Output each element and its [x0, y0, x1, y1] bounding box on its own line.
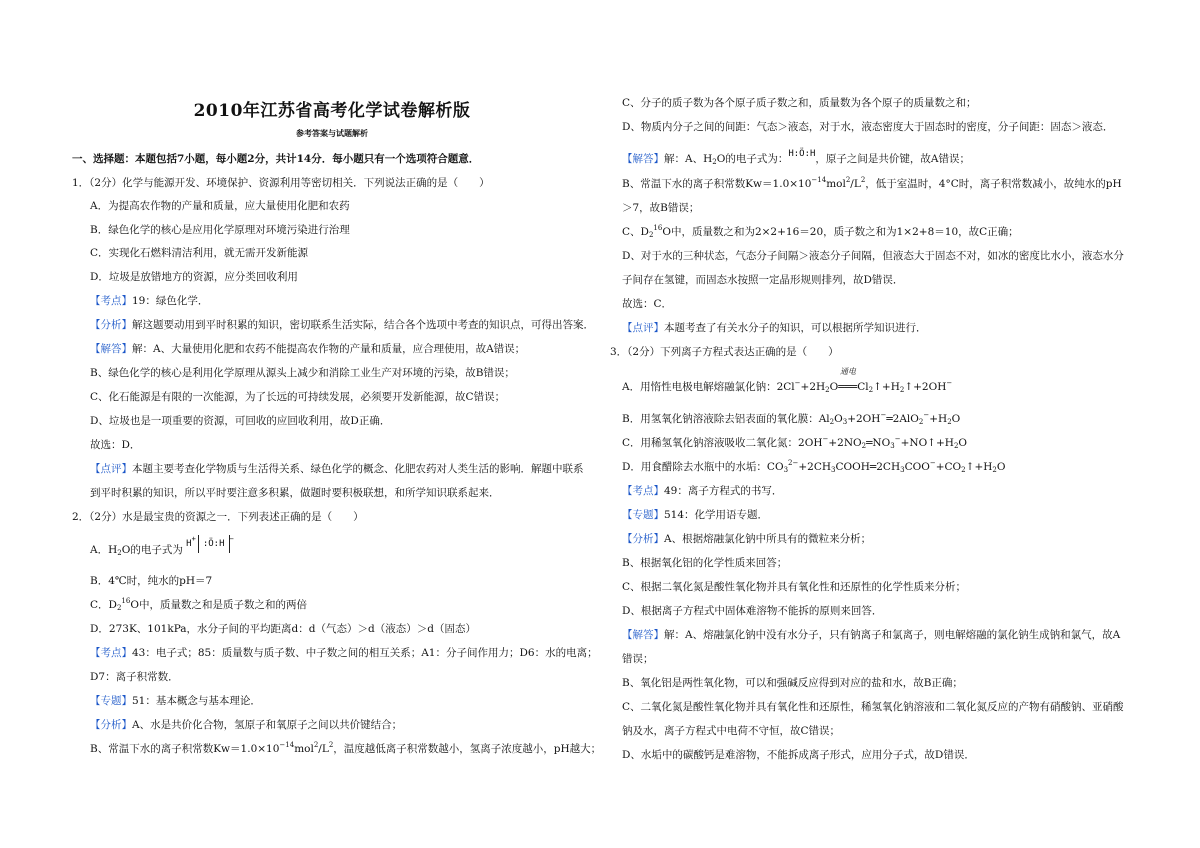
q1-kaodian-tag: 【考点】	[90, 295, 132, 307]
q2-option-b: B．4℃时，纯水的pH＝7	[90, 575, 213, 587]
q2-fenxi: 【分析】A、水是共价化合物，氢原子和氧原子之间以共价键结合；	[90, 719, 403, 731]
q2-zhuanti: 【专题】51：基本概念与基本理论．	[90, 695, 261, 707]
section-heading: 一、选择题：本题包括7小题，每小题2分，共计14分．每小题只有一个选项符合题意．	[72, 153, 480, 165]
q2-jieda-d: D、对于水的三种状态，气态分子间隔＞液态分子间隔，但液态大于固态不对，如冰的密度比水小，液态水分	[622, 250, 1124, 262]
q3-fenxi-d: D、根据离子方程式中固体难溶物不能拆的原则来回答．	[622, 605, 883, 617]
q3-option-a: A．用惰性电极电解熔融氯化钠：$2Cl^-+2H_2O═══Cl_2↑+H_2↑+2OH^-$	[622, 379, 953, 394]
document-subtitle: 参考答案与试题解析	[296, 128, 368, 138]
q2-option-a: A．$H_2O$的电子式为 H+ :Ö:H −	[90, 535, 234, 557]
q1-jieda-c: C、化石能源是有限的一次能源，为了长远的可持续发展，必须要开发新能源，故C错误；	[90, 391, 506, 403]
q2-jieda-c: C、$D_2^{16}O$中，质量数之和为2×2+16＝20，质子数之和为1×2+8＝10，故C正确；	[622, 224, 1019, 239]
q2-dianping-tag: 【点评】	[622, 322, 664, 334]
q1-dianping-2: 到平时积累的知识，所以平时要注意多积累，做题时要积极联想，和所学知识联系起来．	[90, 487, 500, 499]
q2-option-d: D．273K、101kPa，水分子间的平均距离d：d（气态）＞d（液态）＞d（固态）	[90, 623, 476, 635]
q3-zhuanti: 【专题】514：化学用语专题．	[622, 509, 769, 521]
q1-kaodian: 【考点】19：绿色化学．	[90, 295, 209, 307]
q1-option-c: C．实现化石燃料清洁利用，就无需开发新能源	[90, 247, 309, 259]
q3-jieda-2: 错误；	[622, 653, 654, 665]
q1-fenxi-tag: 【分析】	[90, 319, 132, 331]
q3-jieda-b: B、氧化铝是两性氧化物，可以和强碱反应得到对应的盐和水，故B正确；	[622, 677, 963, 689]
q2-fenxi-d: D、物质内分子之间的间距：气态＞液态，对于水，液态密度大于固态时的密度，分子间距：固态＞液态．	[622, 121, 1114, 133]
q1-dianping: 【点评】本题主要考查化学物质与生活得关系、绿色化学的概念、化肥农药对人类生活的影响．解题中联系	[90, 463, 584, 475]
q3-fenxi: 【分析】A、根据熔融氯化钠中所具有的微粒来分析；	[622, 533, 872, 545]
q2-dianping: 【点评】本题考查了有关水分子的知识，可以根据所学知识进行．	[622, 322, 927, 334]
q2-fenxi-b: B、常温下水的离子积常数$Kw=1.0\times 10^{-14}mol^2/L^2$，温度越低离子积常数越小，氢离子浓度越小，pH越大；	[90, 741, 602, 755]
q1-fenxi: 【分析】解这题要动用到平时积累的知识，密切联系生活实际，结合各个选项中考查的知识点，可得出答案．	[90, 319, 594, 331]
q3-kaodian: 【考点】49：离子方程式的书写．	[622, 485, 783, 497]
q3-jieda-c-2: 钠及水，离子方程式中电荷不守恒，故C错误；	[622, 725, 841, 737]
q1-option-d: D．垃圾是放错地方的资源，应分类回收利用	[90, 271, 298, 283]
q2-jieda-b-2: ＞7，故B错误；	[622, 202, 700, 214]
q2-jieda-tag: 【解答】	[622, 153, 664, 165]
q3-stem: 3．（2分）下列离子方程式表达正确的是（ ）	[610, 346, 839, 358]
q3-fenxi-tag: 【分析】	[622, 533, 664, 545]
q2-fenxi-c: C、分子的质子数为各个原子质子数之和，质量数为各个原子的质量数之和；	[622, 97, 977, 109]
q2-zhuanti-tag: 【专题】	[90, 695, 132, 707]
q2-kaodian-tag: 【考点】	[90, 647, 132, 659]
q2-jieda: 【解答】解：A、$H_2O$的电子式为：H:Ö:H，原子之间是共价键，故A错误；	[622, 149, 971, 166]
q1-stem: 1．（2分）化学与能源开发、环境保护、资源利用等密切相关．下列说法正确的是（ ）	[72, 177, 490, 189]
q2-jieda-d-2: 子间存在氢键，而固态水按照一定晶形规则排列，故D错误．	[622, 274, 904, 286]
q1-dianping-tag: 【点评】	[90, 463, 132, 475]
q2-answer: 故选：C．	[622, 298, 673, 310]
q3-zhuanti-tag: 【专题】	[622, 509, 664, 521]
q3-option-d: D．用食醋除去水瓶中的水垢：$CO_3^{2-}+2CH_3COOH═2CH_3COO^-+CO_2↑+H_2O$	[622, 459, 1006, 474]
q3-jieda-d: D、水垢中的碳酸钙是难溶物，不能拆成离子形式，应用分子式，故D错误．	[622, 749, 975, 761]
q3-option-b: B．用氢氧化钠溶液除去铝表面的氧化膜：$Al_2O_3+2OH^-═2AlO_2^-+H_2O$	[622, 411, 961, 426]
q3-kaodian-tag: 【考点】	[622, 485, 664, 497]
hydronium-electron-formula: H+ :Ö:H −	[186, 535, 234, 553]
q1-jieda-d: D、垃圾也是一项重要的资源，可回收的应回收利用，故D正确．	[90, 415, 391, 427]
q1-answer: 故选：D．	[90, 439, 141, 451]
q1-option-b: B．绿色化学的核心是应用化学原理对环境污染进行治理	[90, 224, 350, 236]
q3-jieda-c: C、二氧化氮是酸性氧化物并具有氧化性和还原性，稀氢氧化钠溶液和二氧化氮反应的产物有硝酸钠、亚硝酸	[622, 701, 1124, 713]
q3-fenxi-b: B、根据氧化铝的化学性质来回答；	[622, 557, 788, 569]
q2-kaodian-2: D7：离子积常数．	[90, 671, 179, 683]
water-electron-formula: H:Ö:H	[788, 149, 816, 159]
document-title: 2010年江苏省高考化学试卷解析版	[193, 101, 471, 121]
q3-jieda-tag: 【解答】	[622, 629, 664, 641]
q2-kaodian: 【考点】43：电子式；85：质量数与质子数、中子数之间的相互关系；A1：分子间作用力；D6：水的电离；	[90, 647, 598, 659]
q3-fenxi-c: C、根据二氧化氮是酸性氧化物并具有氧化性和还原性的化学性质来分析；	[622, 581, 967, 593]
q3-option-c: C．用稀氢氧化钠溶液吸收二氧化氮：$2OH^-+2NO_2═NO_3^-+NO↑+H_2O$	[622, 435, 968, 450]
electrolysis-condition: 通电	[840, 367, 856, 376]
q1-jieda-b: B、绿色化学的核心是利用化学原理从源头上减少和消除工业生产对环境的污染，故B错误；	[90, 367, 515, 379]
q1-option-a: A．为提高农作物的产量和质量，应大量使用化肥和农药	[90, 200, 350, 212]
q2-jieda-b: B、常温下水的离子积常数$Kw=1.0\times 10^{-14}mol^2/L^2$，低于室温时，4°C时，离子积常数减小，故纯水的pH	[622, 176, 1122, 190]
q3-jieda: 【解答】解：A、熔融氯化钠中没有水分子，只有钠离子和氯离子，则电解熔融的氯化钠生成钠和氯气，故A	[622, 629, 1121, 641]
q2-option-c: C．$D_2^{16}O$中，质量数之和是质子数之和的两倍	[90, 597, 307, 612]
q1-jieda: 【解答】解：A、大量使用化肥和农药不能提高农作物的产量和质量，应合理使用，故A错误；	[90, 343, 526, 355]
q2-stem: 2．（2分）水是最宝贵的资源之一．下列表述正确的是（ ）	[72, 511, 364, 523]
q2-fenxi-tag: 【分析】	[90, 719, 132, 731]
q1-jieda-tag: 【解答】	[90, 343, 132, 355]
